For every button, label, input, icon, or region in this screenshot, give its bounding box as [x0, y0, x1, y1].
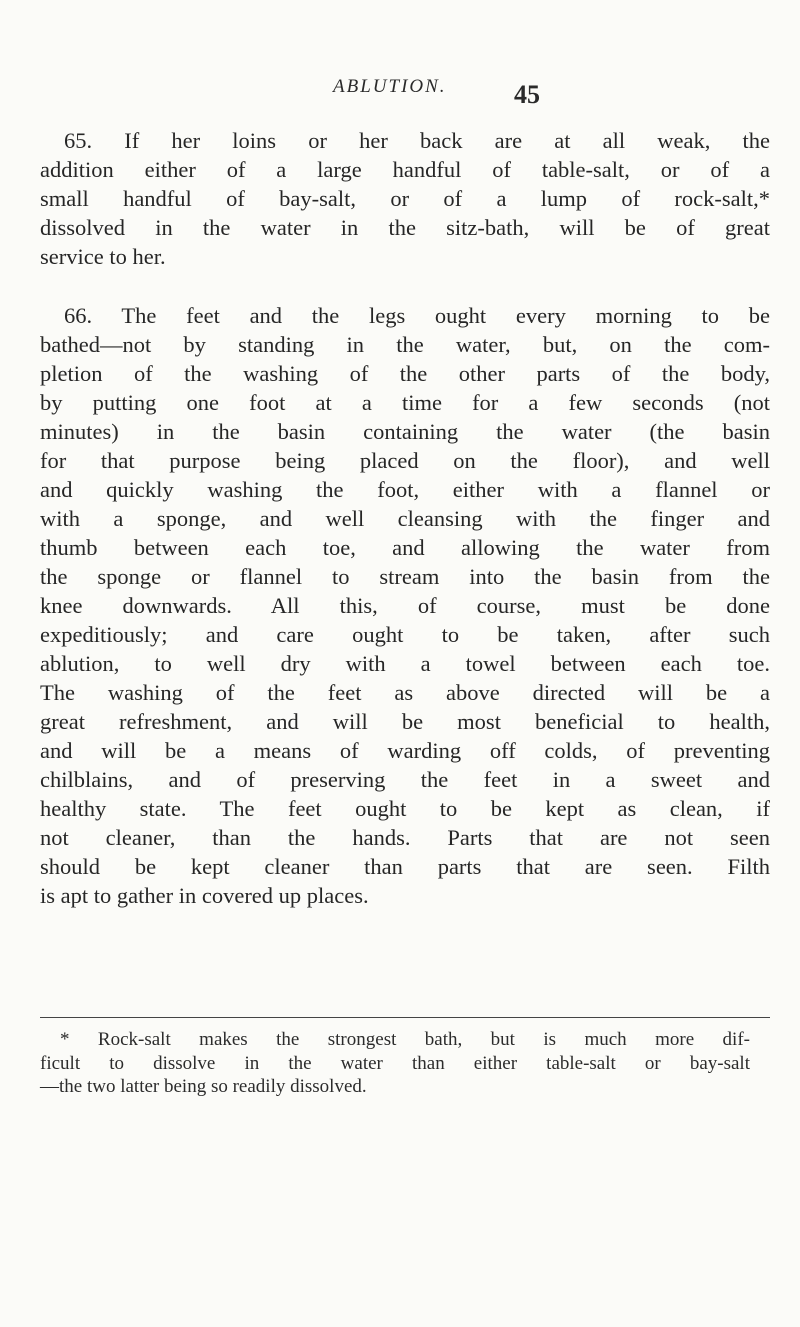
text-line: knee downwards. All this, of course, must be done — [40, 593, 770, 618]
text-line: thumb between each toe, and allowing the water from — [40, 535, 770, 560]
text-line: should be kept cleaner than parts that are seen. Filth — [40, 854, 770, 879]
paragraph-65 — [40, 126, 770, 271]
text-line: chilblains, and of preserving the feet in a sweet and — [40, 767, 770, 792]
text-line: is apt to gather in covered up places. — [40, 883, 369, 908]
text-line: service to her. — [40, 244, 166, 269]
paragraph-spacer — [40, 271, 770, 301]
paragraph-66 — [40, 301, 770, 910]
text-line: 65. If her loins or her back are at all weak, the — [64, 128, 770, 153]
footnote-divider — [40, 1017, 770, 1018]
text-line: The washing of the feet as above directed will be a — [40, 680, 770, 705]
text-line: with a sponge, and well cleansing with the finger and — [40, 506, 770, 531]
text-line: for that purpose being placed on the floor), and well — [40, 448, 770, 473]
page-number: 45 — [514, 80, 540, 109]
text-line: minutes) in the basin containing the water (the basin — [40, 419, 770, 444]
text-line: bathed—not by standing in the water, but, on the com- — [40, 332, 770, 357]
page-header — [0, 66, 800, 109]
footnote — [40, 1028, 750, 1099]
text-line: dissolved in the water in the sitz-bath, will be of great — [40, 215, 770, 240]
footnote-line: * Rock-salt makes the strongest bath, but is much more dif- — [60, 1029, 750, 1050]
footnote-line: ficult to dissolve in the water than either table-salt or bay-salt — [40, 1052, 750, 1074]
text-line: addition either of a large handful of table-salt, or of a — [40, 157, 770, 182]
text-line: and will be a means of warding off colds, of preventing — [40, 738, 770, 763]
footnote-line: —the two latter being so readily dissolved. — [40, 1076, 367, 1097]
text-line: small handful of bay-salt, or of a lump of rock-salt,* — [40, 186, 770, 211]
text-line: great refreshment, and will be most beneficial to health, — [40, 709, 770, 734]
text-line: not cleaner, than the hands. Parts that are not seen — [40, 825, 770, 850]
body-text — [40, 126, 770, 910]
text-line: the sponge or flannel to stream into the basin from the — [40, 564, 770, 589]
text-line: and quickly washing the foot, either with a flannel or — [40, 477, 770, 502]
text-line: 66. The feet and the legs ought every morning to be — [64, 303, 770, 328]
text-line: pletion of the washing of the other parts of the body, — [40, 361, 770, 386]
text-line: expeditiously; and care ought to be taken, after such — [40, 622, 770, 647]
running-head: ABLUTION. — [333, 76, 447, 97]
text-line: healthy state. The feet ought to be kept as clean, if — [40, 796, 770, 821]
text-line: ablution, to well dry with a towel between each toe. — [40, 651, 770, 676]
text-line: by putting one foot at a time for a few seconds (not — [40, 390, 770, 415]
